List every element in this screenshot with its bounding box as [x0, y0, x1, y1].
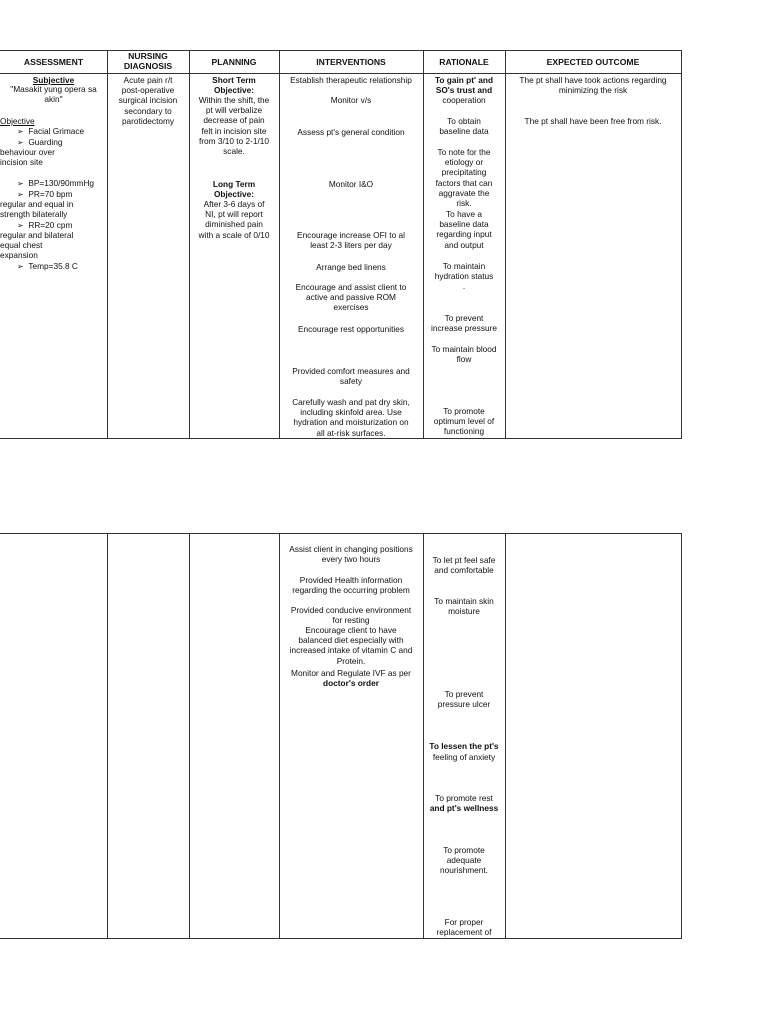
rationale-item: To lessen the pt's	[429, 741, 499, 751]
intervention-item: Encourage and assist client to active and passive ROM exercises	[295, 282, 407, 313]
column-divider	[189, 534, 190, 938]
care-plan-table-2	[0, 533, 682, 939]
header-expected-outcome: EXPECTED OUTCOME	[546, 57, 640, 67]
long-term-objective-text: After 3-6 days of NI, pt will report diminished pain with a scale of 0/10	[198, 199, 270, 240]
intervention-item: Carefully wash and pat dry skin, including skinfold area. Use hydration and moisturization on all at-risk surfaces.	[292, 397, 410, 438]
assessment-item: ➢ BP=130/90mmHg	[17, 178, 95, 188]
expected-outcome-item: The pt shall have been free from risk.	[524, 116, 662, 126]
intervention-item: Assess pt's general condition	[297, 127, 405, 137]
assessment-item: ➢ RR=20 cpm	[17, 220, 73, 230]
intervention-item: Monitor and Regulate IVF as per	[291, 668, 411, 678]
intervention-item: Provided Health information regarding the occurring problem	[292, 575, 410, 596]
intervention-item: Encourage rest opportunities	[297, 324, 405, 334]
bullet-arrow-icon: ➢	[17, 179, 24, 188]
assessment-item: ➢ Temp=35.8 C	[17, 261, 78, 271]
rationale-item: For proper replacement of	[436, 917, 492, 938]
bullet-arrow-icon: ➢	[17, 190, 24, 199]
rationale-item: To promote rest	[435, 793, 493, 803]
subjective-quote: "Masakit yung opera sa akin"	[10, 84, 97, 105]
column-divider	[505, 51, 506, 438]
assessment-item: regular and equal in strength bilaterally	[0, 199, 74, 220]
assessment-item: ➢ Facial Grimace	[17, 126, 85, 136]
intervention-item: Establish therapeutic relationship	[290, 75, 412, 85]
header-rationale: RATIONALE	[439, 57, 489, 67]
bullet-arrow-icon: ➢	[17, 221, 24, 230]
column-divider	[107, 534, 108, 938]
nursing-diagnosis-text: Acute pain r/t post-operative surgical incision secondary to parotidectomy	[118, 75, 178, 126]
short-term-objective-text: Within the shift, the pt will verbalize decrease of pain felt in incision site from 3/10 to 2-1/10 scale.	[198, 95, 270, 157]
rationale-item: To maintain hydration status .	[434, 261, 494, 292]
intervention-item: Encourage client to have balanced diet especially with increased intake of vitamin C and Protein.	[289, 625, 413, 666]
expected-outcome-item: The pt shall have took actions regarding minimizing the risk	[519, 75, 667, 96]
rationale-item: To gain pt' and SO's trust and	[434, 75, 494, 96]
assessment-item: ➢ Guarding	[17, 137, 63, 147]
rationale-item: and pt's wellness	[429, 803, 499, 813]
rationale-item: To note for the etiology or precipitating factors that can aggravate the risk.	[435, 147, 493, 209]
bullet-arrow-icon: ➢	[17, 262, 24, 271]
column-divider	[505, 534, 506, 938]
header-planning: PLANNING	[211, 57, 257, 67]
header-nursing-diagnosis: NURSING DIAGNOSIS	[123, 51, 173, 71]
intervention-item: Monitor I&O	[328, 179, 374, 189]
assessment-item: ➢ PR=70 bpm	[17, 189, 73, 199]
intervention-item: Monitor v/s	[330, 95, 372, 105]
rationale-item: cooperation	[442, 95, 486, 105]
long-term-objective-title: Long Term Objective:	[212, 179, 256, 200]
rationale-item: To maintain blood flow	[431, 344, 497, 365]
header-assessment: ASSESSMENT	[23, 57, 84, 67]
intervention-item: Provided comfort measures and safety	[292, 366, 410, 387]
rationale-item: To obtain baseline data	[439, 116, 489, 137]
rationale-item: To promote optimum level of functioning	[433, 406, 495, 437]
bullet-arrow-icon: ➢	[17, 138, 24, 147]
intervention-item: doctor's order	[323, 678, 379, 688]
care-plan-table-1	[0, 50, 682, 439]
short-term-objective-title: Short Term Objective:	[212, 75, 256, 96]
intervention-item: Arrange bed linens	[316, 262, 386, 272]
rationale-item: To promote adequate nourishment.	[440, 845, 488, 876]
intervention-item: Encourage increase OFI to al least 2-3 liters per day	[297, 230, 405, 251]
rationale-item: To let pt feel safe and comfortable	[432, 555, 496, 576]
objective-label: Objective	[0, 116, 35, 126]
rationale-item: To maintain skin moisture	[434, 596, 494, 617]
rationale-item: To prevent increase pressure	[431, 313, 497, 334]
bullet-arrow-icon: ➢	[17, 127, 24, 136]
assessment-item: regular and bilateral equal chest expansion	[0, 230, 74, 261]
rationale-item: To have a baseline data regarding input and output	[436, 209, 492, 250]
header-interventions: INTERVENTIONS	[316, 57, 386, 67]
column-divider	[423, 534, 424, 938]
subjective-label: Subjective	[32, 75, 75, 85]
intervention-item: Provided conducive environment for resting	[290, 605, 412, 626]
rationale-item: To prevent pressure ulcer	[437, 689, 491, 710]
intervention-item: Assist client in changing positions every two hours	[289, 544, 413, 565]
rationale-item: feeling of anxiety	[432, 752, 496, 762]
assessment-item: behaviour over incision site	[0, 147, 55, 168]
header-divider	[0, 73, 681, 74]
